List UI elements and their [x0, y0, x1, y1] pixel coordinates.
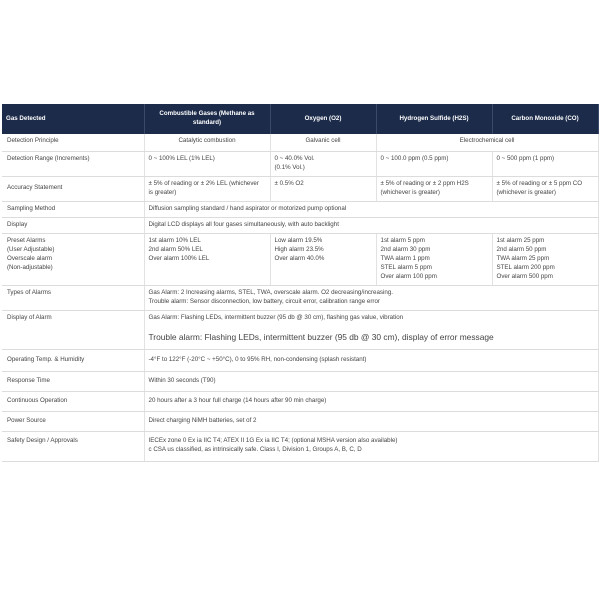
cell-sampling: Diffusion sampling standard / hand aspirator or motorized pump optional — [144, 201, 598, 217]
cell-principle-oxygen: Galvanic cell — [270, 134, 376, 152]
accuracy-co-line-1: ± 5% of reading or ± 5 ppm CO — [496, 179, 583, 187]
alarm-types-line-2: Trouble alarm: Sensor disconnection, low battery, circuit error, calibration range error — [148, 297, 380, 305]
preset-h2s-item: Over alarm 100 ppm — [380, 272, 437, 280]
preset-oxygen-item: Over alarm 40.0% — [274, 254, 325, 262]
cell-alarm-types — [144, 285, 598, 310]
preset-oxygen-item: Low alarm 19.5% — [274, 236, 323, 244]
accuracy-h2s-line-1: ± 5% of reading or ± 2 ppm H2S — [380, 179, 469, 187]
row-preset-alarms — [2, 233, 598, 285]
preset-h2s-item: TWA alarm 1 ppm — [380, 254, 430, 262]
spec-table — [2, 104, 599, 462]
preset-label-line-4: (Non-adjustable) — [7, 263, 53, 271]
cell-power: Direct charging NiMH batteries, set of 2 — [144, 411, 598, 431]
label-sampling: Sampling Method — [2, 201, 144, 217]
label-alarm-types: Types of Alarms — [2, 285, 144, 310]
cell-accuracy-oxygen: ± 0.5% O2 — [270, 176, 376, 201]
alarm-display-line-1: Gas Alarm: Flashing LEDs, intermittent buzzer (95 db @ 30 cm), flashing gas value, vibration — [148, 313, 404, 321]
cell-operating: -4°F to 122°F (-20°C ~ +50°C), 0 to 95% RH, non-condensing (splash resistant) — [144, 349, 598, 371]
preset-combustible-item: Over alarm 100% LEL — [148, 254, 210, 262]
cell-principle-combustible: Catalytic combustion — [144, 134, 270, 152]
row-safety — [2, 431, 598, 461]
safety-line-2: c CSA us classified, as intrinsically safe. Class I, Division 1, Groups A, B, C, D — [148, 445, 362, 453]
alarm-display-line-2: Trouble alarm: Flashing LEDs, intermittent buzzer (95 db @ 30 cm), display of error message — [148, 331, 494, 342]
preset-h2s-item: 2nd alarm 30 ppm — [380, 245, 431, 253]
header-gas-detected: Gas Detected — [2, 104, 144, 134]
safety-line-1: IECEx zone 0 Ex ia IIC T4; ATEX II 1G Ex ia IIC T4; (optional MSHA version also available) — [148, 436, 398, 444]
header-combustible: Combustible Gases (Methane as standard) — [144, 104, 270, 134]
label-continuous: Continuous Operation — [2, 391, 144, 411]
label-response: Response Time — [2, 371, 144, 391]
accuracy-co-line-2: (whichever is greater) — [496, 188, 556, 196]
header-oxygen: Oxygen (O2) — [270, 104, 376, 134]
row-response — [2, 371, 598, 391]
row-detection-range — [2, 152, 598, 177]
cell-alarm-display — [144, 310, 598, 349]
cell-preset-oxygen — [270, 233, 376, 285]
accuracy-combustible-line-1: ± 5% of reading or ± 2% LEL (whichever — [148, 179, 259, 187]
preset-co-item: 1st alarm 25 ppm — [496, 236, 545, 244]
cell-safety — [144, 431, 598, 461]
cell-accuracy-h2s — [376, 176, 492, 201]
preset-oxygen-item: High alarm 23.5% — [274, 245, 324, 253]
row-sampling — [2, 201, 598, 217]
preset-h2s-item: 1st alarm 5 ppm — [380, 236, 425, 244]
label-power: Power Source — [2, 411, 144, 431]
preset-h2s-item: STEL alarm 5 ppm — [380, 263, 432, 271]
alarm-types-line-1: Gas Alarm: 2 Increasing alarms, STEL, TWA, overscale alarm. O2 decreasing/increasing. — [148, 288, 394, 296]
row-power — [2, 411, 598, 431]
preset-co-item: TWA alarm 25 ppm — [496, 254, 550, 262]
cell-range-combustible: 0 ~ 100% LEL (1% LEL) — [144, 152, 270, 177]
header-h2s: Hydrogen Sulfide (H2S) — [376, 104, 492, 134]
preset-co-item: Over alarm 500 ppm — [496, 272, 553, 280]
accuracy-h2s-line-2: (whichever is greater) — [380, 188, 440, 196]
row-alarm-display — [2, 310, 598, 349]
row-accuracy — [2, 176, 598, 201]
cell-range-h2s: 0 ~ 100.0 ppm (0.5 ppm) — [376, 152, 492, 177]
cell-preset-h2s — [376, 233, 492, 285]
header-row — [2, 104, 598, 134]
cell-display: Digital LCD displays all four gases simultaneously, with auto backlight — [144, 217, 598, 233]
preset-label-line-1: Preset Alarms — [7, 236, 46, 244]
label-safety: Safety Design / Approvals — [2, 431, 144, 461]
range-oxygen-line-2: (0.1% Vol.) — [274, 163, 305, 171]
cell-accuracy-co — [492, 176, 598, 201]
preset-co-item: 2nd alarm 50 ppm — [496, 245, 547, 253]
label-detection-principle: Detection Principle — [2, 134, 144, 152]
preset-label-line-2: (User Adjustable) — [7, 245, 55, 253]
label-alarm-display: Display of Alarm — [2, 310, 144, 349]
accuracy-combustible-line-2: is greater) — [148, 188, 177, 196]
range-oxygen-line-1: 0 ~ 40.0% Vol. — [274, 155, 315, 162]
row-alarm-types — [2, 285, 598, 310]
row-operating — [2, 349, 598, 371]
cell-preset-combustible — [144, 233, 270, 285]
cell-continuous: 20 hours after a 3 hour full charge (14 hours after 90 min charge) — [144, 391, 598, 411]
label-display: Display — [2, 217, 144, 233]
preset-combustible-item: 2nd alarm 50% LEL — [148, 245, 203, 253]
label-detection-range: Detection Range (Increments) — [2, 152, 144, 177]
cell-range-oxygen — [270, 152, 376, 177]
label-accuracy: Accuracy Statement — [2, 176, 144, 201]
row-display — [2, 217, 598, 233]
cell-preset-co — [492, 233, 598, 285]
preset-label-line-3: Overscale alarm — [7, 254, 53, 262]
cell-response: Within 30 seconds (T90) — [144, 371, 598, 391]
row-continuous — [2, 391, 598, 411]
cell-accuracy-combustible — [144, 176, 270, 201]
preset-combustible-item: 1st alarm 10% LEL — [148, 236, 201, 244]
cell-range-co: 0 ~ 500 ppm (1 ppm) — [492, 152, 598, 177]
label-operating: Operating Temp. & Humidity — [2, 349, 144, 371]
preset-co-item: STEL alarm 200 ppm — [496, 263, 555, 271]
row-detection-principle — [2, 134, 598, 152]
label-preset-alarms — [2, 233, 144, 285]
header-co: Carbon Monoxide (CO) — [492, 104, 598, 134]
cell-principle-electrochemical: Electrochemical cell — [376, 134, 598, 152]
